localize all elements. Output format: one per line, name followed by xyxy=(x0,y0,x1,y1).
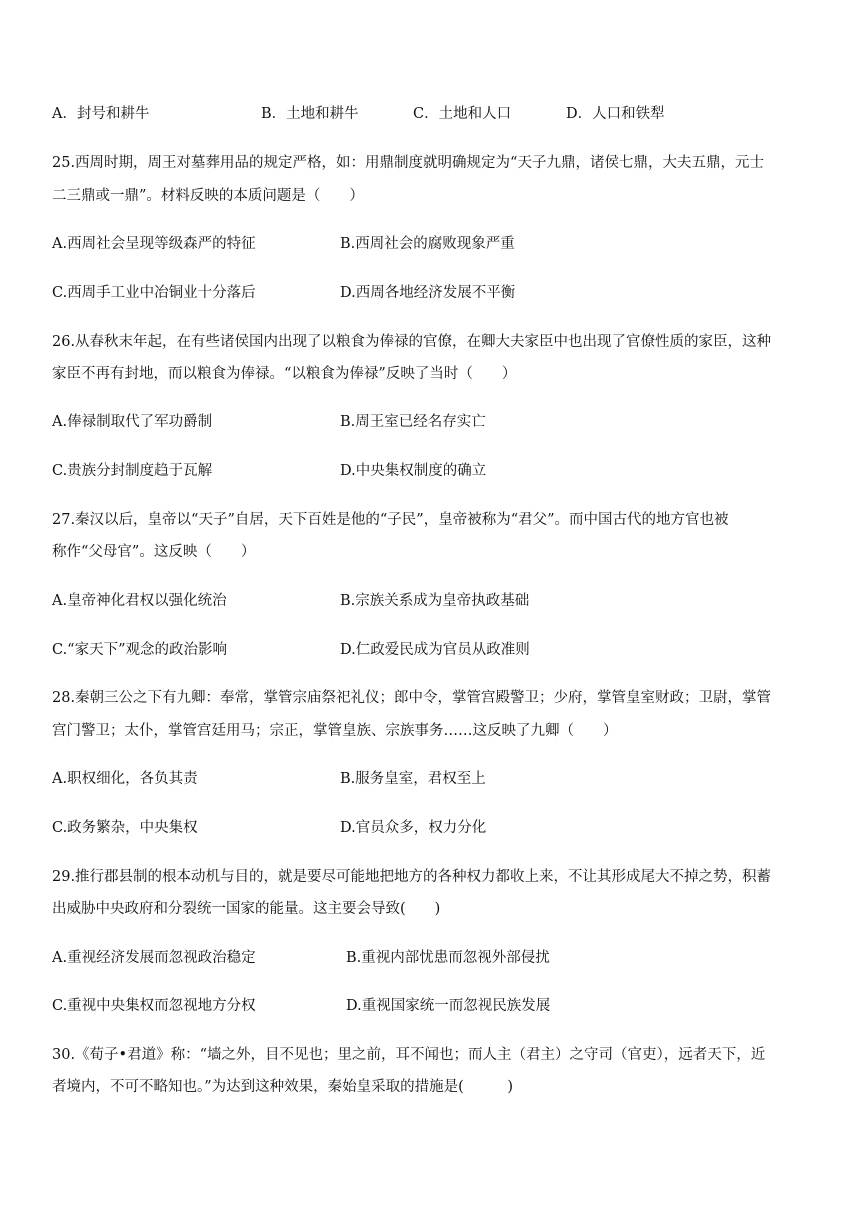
q29-option-d: D.重视国家统一而忽视民族发展 xyxy=(346,998,551,1014)
q26-option-d: D.中央集权制度的确立 xyxy=(340,463,487,479)
q26-option-b: B.周王室已经名存实亡 xyxy=(340,414,486,430)
q27-option-c: C.“家天下”观念的政治影响 xyxy=(52,642,228,658)
q24-option-b: B．土地和耕牛 xyxy=(261,106,359,122)
q29-option-b: B.重视内部忧患而忽视外部侵扰 xyxy=(346,950,550,966)
q27-option-b: B.宗族关系成为皇帝执政基础 xyxy=(340,593,530,609)
q25-option-c: C.西周手工业中冶铜业十分落后 xyxy=(52,285,256,301)
q29-option-a: A.重视经济发展而忽视政治稳定 xyxy=(52,950,256,966)
q28-option-b: B.服务皇室，君权至上 xyxy=(340,771,486,787)
q28-stem-line1: 28.秦朝三公之下有九卿：奉常，掌管宗庙祭祀礼仪；郎中令，掌管宫殿警卫；少府，掌管皇室财政；卫尉，掌管 xyxy=(52,690,772,706)
q25-option-d: D.西周各地经济发展不平衡 xyxy=(340,285,516,301)
q28-option-d: D.官员众多，权力分化 xyxy=(340,820,487,836)
q26-stem-line1: 26.从春秋末年起，在有些诸侯国内出现了以粮食为俸禄的官僚，在卿大夫家臣中也出现了官僚性质的家臣，这种 xyxy=(52,334,772,350)
q30-stem-line1: 30.《荀子•君道》称：“墙之外，目不见也；里之前，耳不闻也；而人主（君主）之守司（官吏），远者天下，近 xyxy=(52,1047,766,1063)
q30-stem-line2: 者境内，不可不略知也。”为达到这种效果，秦始皇采取的措施是( ) xyxy=(52,1079,513,1095)
q27-stem-line1: 27.秦汉以后，皇帝以“天子”自居，天下百姓是他的“子民”，皇帝被称为“君父”。而中国古代的地方官也被 xyxy=(52,512,729,528)
q26-option-a: A.俸禄制取代了军功爵制 xyxy=(52,414,213,430)
q26-option-c: C.贵族分封制度趋于瓦解 xyxy=(52,463,213,479)
q28-stem-line2: 宫门警卫；太仆，掌管宫廷用马；宗正，掌管皇族、宗族事务……这反映了九卿（ ） xyxy=(52,723,618,739)
q29-option-c: C.重视中央集权而忽视地方分权 xyxy=(52,998,256,1014)
q26-stem-line2: 家臣不再有封地，而以粮食为俸禄。“以粮食为俸禄”反映了当时（ ） xyxy=(52,366,517,382)
q29-stem-line2: 出威胁中央政府和分裂统一国家的能量。这主要会导致( ) xyxy=(52,901,441,917)
q27-option-a: A.皇帝神化君权以强化统治 xyxy=(52,593,227,609)
q27-stem-line2: 称作“父母官”。这反映（ ） xyxy=(52,544,256,560)
q28-option-c: C.政务繁杂，中央集权 xyxy=(52,820,198,836)
q28-option-a: A.职权细化，各负其责 xyxy=(52,771,198,787)
q24-option-d: D．人口和铁犁 xyxy=(566,106,665,122)
q27-option-d: D.仁政爱民成为官员从政准则 xyxy=(340,642,530,658)
q25-stem-line1: 25.西周时期，周王对墓葬用品的规定严格，如：用鼎制度就明确规定为“天子九鼎，诸侯七鼎，大夫五鼎，元士 xyxy=(52,155,764,171)
q24-option-a: A．封号和耕牛 xyxy=(52,106,150,122)
q25-stem-line2: 二三鼎或一鼎”。材料反映的本质问题是（ ） xyxy=(52,188,364,204)
q29-stem-line1: 29.推行郡县制的根本动机与目的，就是要尽可能地把地方的各种权力都收上来，不让其形成尾大不掉之势，积蓄 xyxy=(52,869,772,885)
q25-option-a: A.西周社会呈现等级森严的特征 xyxy=(52,236,256,252)
q24-option-c: C．土地和人口 xyxy=(413,106,512,122)
q25-option-b: B.西周社会的腐败现象严重 xyxy=(340,236,515,252)
